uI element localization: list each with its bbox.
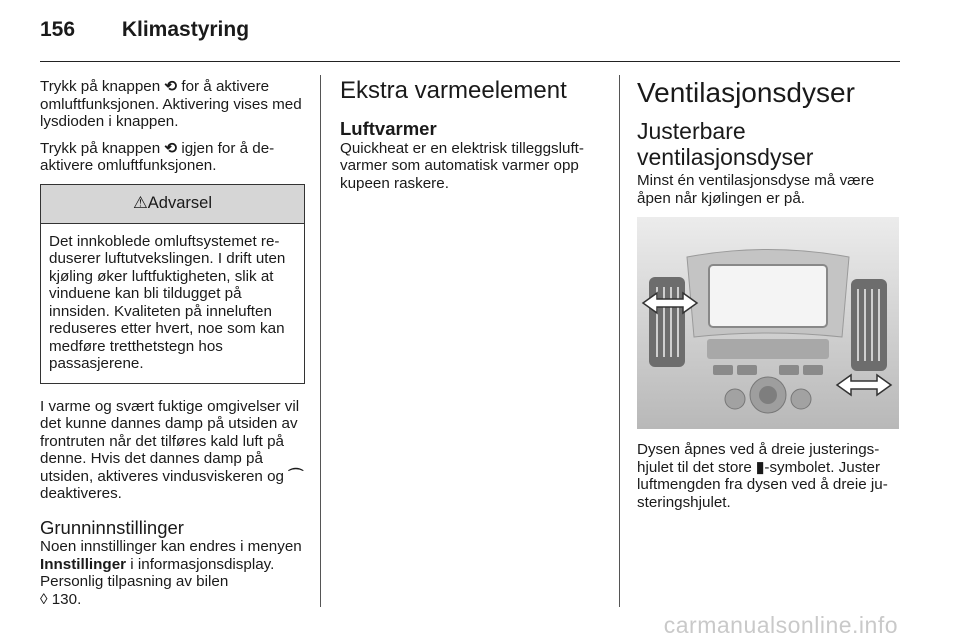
heading-vents: Ventilasjonsdyser — [637, 77, 855, 108]
paragraph-humidity: I varme og svært fuktige omgivelser vil det kunne dannes damp på utsiden av frontruten når det tilføres kald luft på denne. Hvis det dannes damp på utsiden, aktiveres vindusviskeren og ⌒ deaktiveres. — [40, 397, 304, 502]
column-divider-1 — [320, 75, 321, 607]
dashboard-vents-photo — [637, 217, 899, 429]
heading-extra-heater: Ekstra varmeelement — [340, 77, 567, 104]
recirculation-icon: ⟲ — [164, 139, 178, 157]
subheading-adjustable-vents: Justerbare ventilasjonsdyser — [637, 118, 814, 170]
chapter-title: Klimastyring — [121, 18, 250, 41]
warning-text: Det innkoblede omluftsystemet reduserer luftutvekslingen. I drift uten kjøling øker luftfuktigheten, slik at vinduene kan bli tildugget på innsiden. Kvaliteten på inneluften reduseres etter hvert, noe som kan medføre tretthetstegn hos passasjerene. — [49, 232, 286, 372]
paragraph-settings: Noen innstillinger kan endres i menyen Innstillinger i informasjonsdisplay. Personlig tilpasning av bilen ◊ 130. — [40, 538, 302, 608]
column-divider-2 — [619, 75, 620, 607]
warning-triangle-icon: ⚠ — [133, 193, 148, 212]
rear-wiper-icon: ⌒ — [288, 467, 304, 485]
warning-title: Advarsel — [147, 193, 212, 212]
paragraph-vent-caption: Dysen åpnes ved å dreie justeringshjulet til det store ▮-symbolet. Juster luftmengden fra dysen ved å dreie justeringshjulet. — [637, 441, 888, 511]
recirculation-icon: ⟲ — [164, 78, 178, 95]
column-3 — [637, 78, 903, 520]
column-2 — [340, 78, 602, 201]
subheading-air-heater: Luftvarmer — [340, 118, 437, 139]
header-rule — [40, 61, 900, 62]
page-number: 156 — [40, 18, 76, 41]
paragraph-vent-intro: Minst én ventilasjonsdyse må være åpen når kjølingen er på. — [637, 172, 875, 207]
vent-open-icon: ▮ — [756, 458, 765, 476]
page-header — [40, 18, 249, 42]
page-reference-icon: ◊ — [40, 590, 48, 608]
warning-box — [40, 184, 305, 384]
warning-header — [41, 185, 304, 224]
paragraph-recirc-on: Trykk på knappen ⟲ for å aktivere omluftfunksjonen. Aktivering vises med lysdioden i knappen. — [40, 78, 302, 130]
heading-basic-settings: Grunninnstillinger — [40, 516, 184, 538]
settings-menu-term: Innstillinger — [40, 555, 127, 573]
page-reference: 130. — [47, 590, 82, 608]
paragraph-quickheat: Quickheat er en elektrisk tilleggsluftvarmer som automatisk varmer opp kupeen raskere. — [340, 139, 584, 192]
watermark: carmanualsonline.info — [663, 612, 898, 638]
paragraph-recirc-off: Trykk på knappen ⟲ igjen for å deaktivere omluftfunksjonen. — [40, 139, 275, 174]
column-1 — [40, 78, 305, 617]
